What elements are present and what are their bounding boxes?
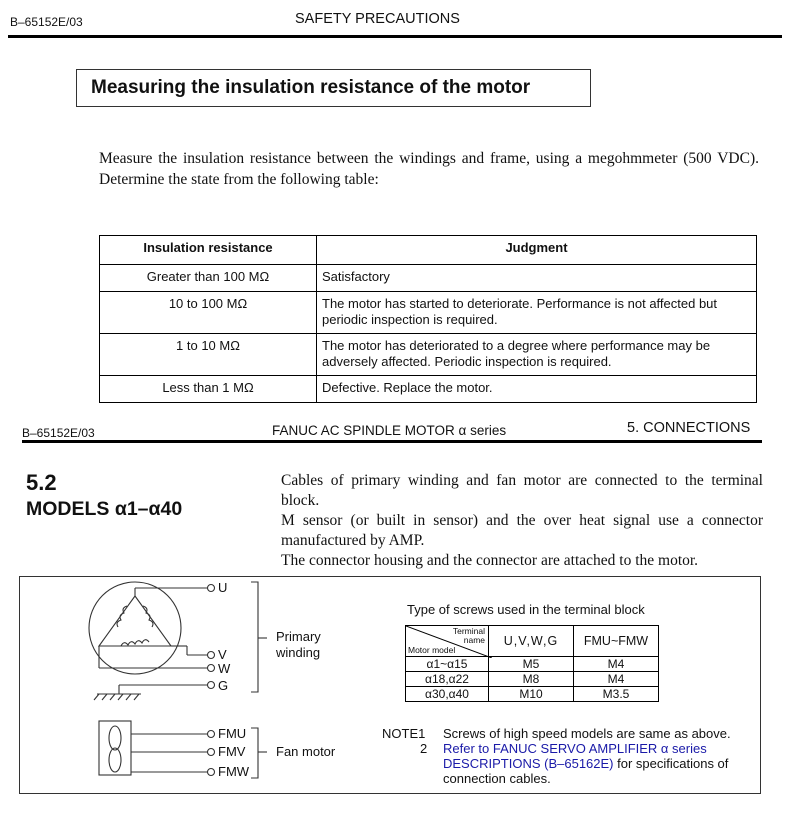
fmu-cell: M3.5 — [574, 687, 659, 702]
table-header-row — [100, 236, 757, 265]
table-header-row — [406, 626, 659, 657]
manual-reference-link-2[interactable]: DESCRIPTIONS (B–65162E) — [443, 756, 614, 771]
table-row — [406, 687, 659, 702]
judgment-cell: The motor has deteriorated to a degree where performance may be adversely affected. Periodic inspection is required. — [317, 334, 757, 376]
screw-table — [405, 625, 659, 702]
doc-code: B–65152E/03 — [10, 15, 83, 29]
section-box-title: Measuring the insulation resistance of the motor — [76, 69, 591, 107]
terminal-label-u: U — [218, 580, 228, 595]
primary-winding-label: Primary — [276, 629, 321, 644]
section-number: 5.2 — [26, 470, 57, 495]
judgment-cell: Satisfactory — [317, 265, 757, 292]
table-row — [100, 376, 757, 403]
model-cell: α30,α40 — [406, 687, 489, 702]
primary-winding-label-2: winding — [276, 645, 321, 660]
table-row — [100, 334, 757, 376]
fan-motor-label: Fan motor — [276, 744, 336, 759]
judgment-cell: Defective. Replace the motor. — [317, 376, 757, 403]
manual-reference-link[interactable]: Refer to FANUC SERVO AMPLIFIER α series — [443, 741, 707, 756]
manual-title: FANUC AC SPINDLE MOTOR α series — [272, 423, 507, 438]
corner-bottom-label: Motor model — [408, 645, 456, 655]
terminal-label-g: G — [218, 678, 229, 693]
resistance-cell: Greater than 100 MΩ — [100, 265, 317, 292]
paragraph: The connector housing and the connector are attached to the motor. — [281, 552, 699, 569]
note-1-text: Screws of high speed models are same as above. — [443, 726, 731, 741]
terminal-label-fmu: FMU — [218, 726, 247, 741]
paragraph: Cables of primary winding and fan motor are connected to the terminal block. — [281, 472, 763, 509]
table-row — [406, 672, 659, 687]
column-header: Insulation resistance — [100, 236, 317, 265]
terminal-label-fmw: FMW — [218, 764, 250, 779]
model-cell: α1~α15 — [406, 657, 489, 672]
resistance-cell: 1 to 10 MΩ — [100, 334, 317, 376]
terminal-label-v: V — [218, 647, 227, 662]
resistance-cell: 10 to 100 MΩ — [100, 292, 317, 334]
section-name: MODELS α1–α40 — [26, 498, 183, 520]
wiring-diagram — [19, 576, 379, 794]
insulation-table — [99, 235, 757, 403]
header-rule-2 — [22, 440, 762, 443]
uvwg-cell: M10 — [489, 687, 574, 702]
column-header: U,V,W,G — [489, 626, 574, 657]
note-2-text: Refer to FANUC SERVO AMPLIFIER α series DESCRIPTIONS (B–65162E) for specifications of connection cables. — [443, 741, 729, 786]
section-body — [281, 471, 763, 571]
intro-paragraph: Measure the insulation resistance between the windings and frame, using a megohmmeter (500 VDC). Determine the state from the following table: — [99, 150, 759, 188]
table-row — [406, 657, 659, 672]
header-rule — [8, 35, 782, 38]
model-cell: α18,α22 — [406, 672, 489, 687]
uvwg-cell: M8 — [489, 672, 574, 687]
screw-table-caption: Type of screws used in the terminal block — [407, 602, 645, 617]
uvwg-cell: M5 — [489, 657, 574, 672]
resistance-cell: Less than 1 MΩ — [100, 376, 317, 403]
page-header-title: SAFETY PRECAUTIONS — [295, 11, 460, 27]
note-label: NOTE1 — [382, 726, 426, 741]
paragraph: M sensor (or built in sensor) and the over heat signal use a connector manufactured by AMP. — [281, 512, 763, 549]
table-row — [100, 292, 757, 334]
column-header: FMU~FMW — [574, 626, 659, 657]
terminal-label-fmv: FMV — [218, 744, 246, 759]
corner-top-label: Terminal name — [452, 626, 485, 645]
fmu-cell: M4 — [574, 672, 659, 687]
chapter-title: 5. CONNECTIONS — [627, 420, 751, 436]
note-2-number: 2 — [420, 741, 428, 756]
judgment-cell: The motor has started to deteriorate. Performance is not affected but periodic inspection is required. — [317, 292, 757, 334]
table-row — [100, 265, 757, 292]
corner-cell — [406, 626, 489, 657]
doc-code-2: B–65152E/03 — [22, 426, 95, 440]
terminal-label-w: W — [218, 661, 231, 676]
column-header: Judgment — [317, 236, 757, 265]
fmu-cell: M4 — [574, 657, 659, 672]
